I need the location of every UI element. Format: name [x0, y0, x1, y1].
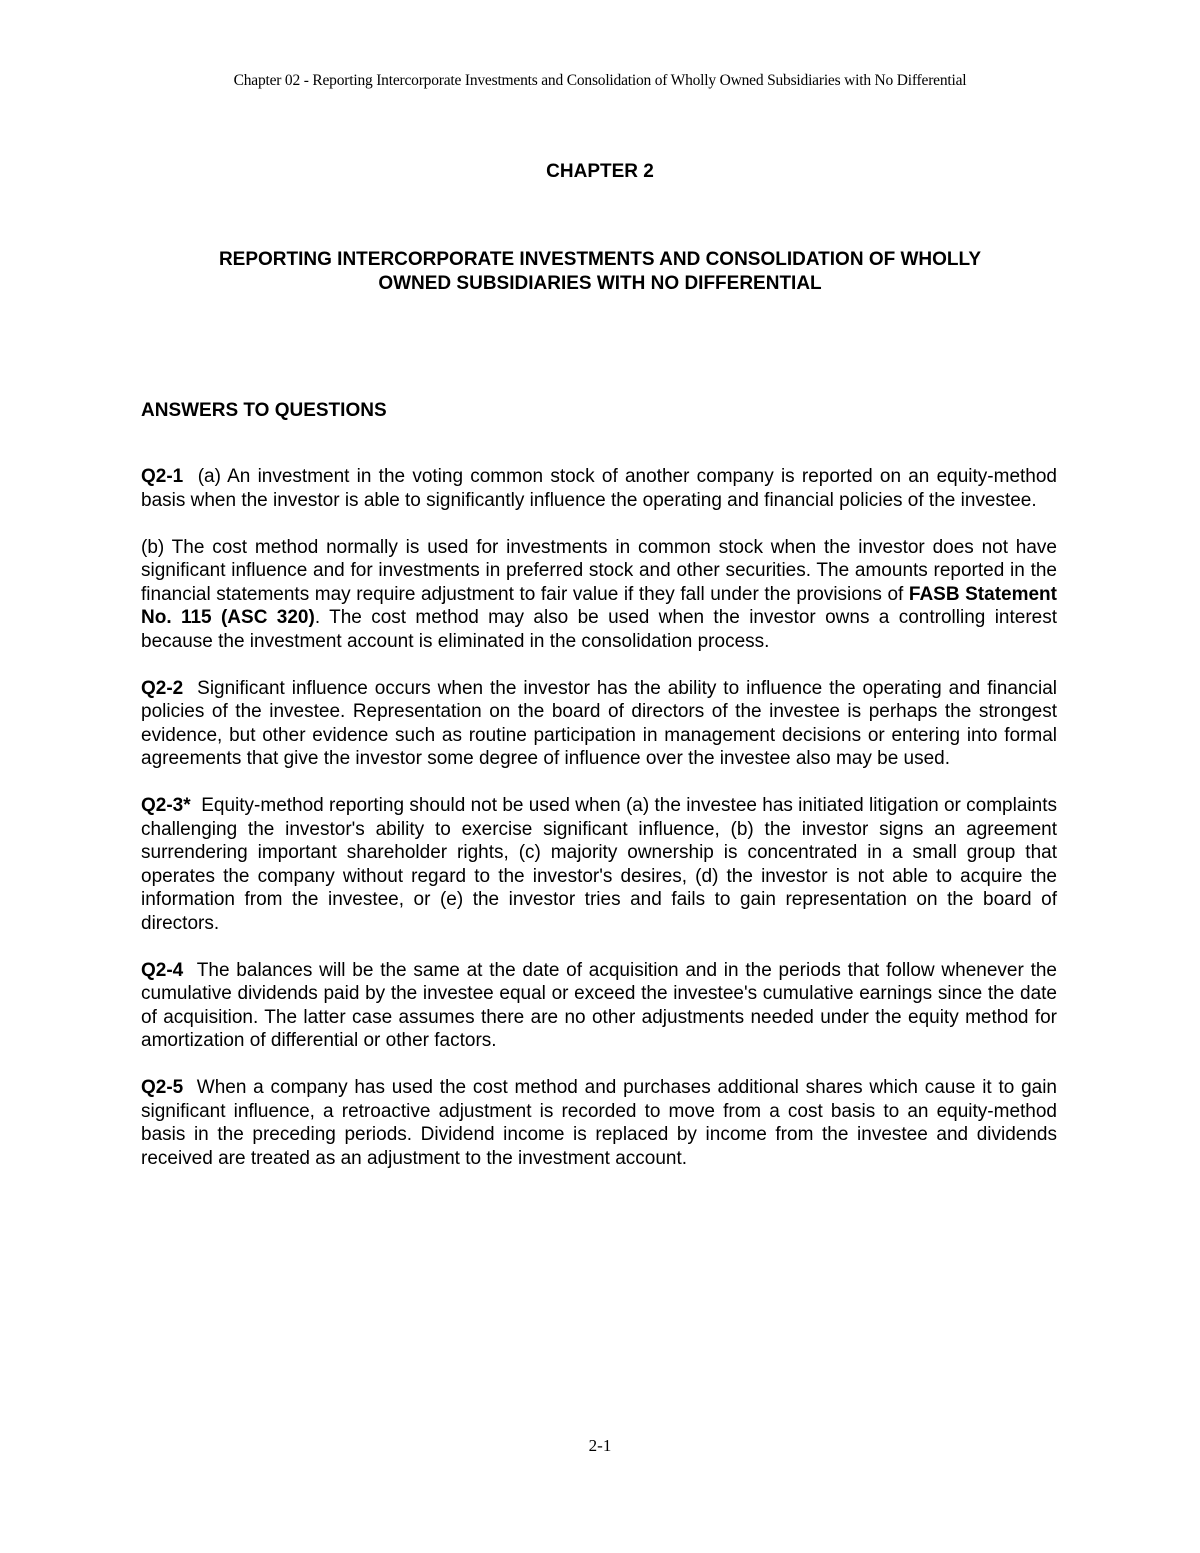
question-label: Q2-3* — [141, 795, 191, 816]
question-label: Q2-4 — [141, 959, 184, 981]
answer-text: (a) An investment in the voting common stock of another company is reported on an equity-method basis when the investor is able to significantly influence the operating and financial policies of the investee. — [141, 466, 1057, 511]
answer-text: Significant influence occurs when the investor has the ability to influence the operating and financial policies of the investee. Representation on the board of directors of the investee is perhaps the strongest evidence, but other evidence such as routine participation in management decisions or entering into formal agreements that give the investor some degree of influence over the investee also may be used. — [141, 677, 1057, 769]
running-header: Chapter 02 - Reporting Intercorporate Investments and Consolidation of Wholly Owned Subsidiaries with No Differential — [233, 72, 967, 89]
chapter-title-line-1: REPORTING INTERCORPORATE INVESTMENTS AND CONSOLIDATION OF WHOLLY — [218, 249, 982, 270]
question-label: Q2-1 — [141, 466, 184, 487]
answer-q2-3 — [141, 794, 1057, 935]
answer-q2-1-part-b — [141, 536, 1057, 654]
answer-text: Equity-method reporting should not be used when (a) the investee has initiated litigation or complaints challenging the investor's ability to exercise significant influence, (b) the investor signs an agreement surrendering important shareholder rights, (c) majority ownership is concentrated in a small group that operates the company without regard to the investor's desires, (d) the investor is not able to acquire the information from the investee, or (e) the investor tries and fails to gain representation on the board of directors. — [141, 795, 1057, 934]
page-number: 2-1 — [588, 1436, 612, 1455]
chapter-title — [150, 248, 1050, 296]
answer-text: . The cost method may also be used when the investor owns a controlling interest because the investment account is eliminated in the consolidation process. — [141, 607, 1057, 652]
answer-text: (b) The cost method normally is used for investments in common stock when the investor does not have significant influence and for investments in preferred stock and other securities. The amounts reported in the financial statements may require adjustment to fair value if they fall under the provisions of — [141, 536, 1057, 605]
answer-q2-2 — [141, 677, 1057, 771]
answers-body — [141, 465, 1057, 1194]
chapter-label: CHAPTER 2 — [546, 161, 654, 182]
question-label: Q2-5 — [141, 1077, 184, 1098]
question-label: Q2-2 — [141, 677, 184, 699]
answer-q2-5 — [141, 1076, 1057, 1170]
section-heading: ANSWERS TO QUESTIONS — [141, 400, 387, 421]
standard-reference: FASB Statement No. 115 (ASC 320) — [141, 583, 1057, 628]
answer-text: The balances will be the same at the date of acquisition and in the periods that follow whenever the cumulative dividends paid by the investee equal or exceed the investee's cumulative earnings since the date of acquisition. The latter case assumes there are no other adjustments needed under the equity method for amortization of differential or other factors. — [141, 959, 1057, 1051]
answer-q2-4 — [141, 959, 1057, 1053]
chapter-title-line-2: OWNED SUBSIDIARIES WITH NO DIFFERENTIAL — [378, 273, 822, 294]
answer-text: When a company has used the cost method and purchases additional shares which cause it to gain significant influence, a retroactive adjustment is recorded to move from a cost basis to an equity-method basis in the preceding periods. Dividend income is replaced by income from the investee and dividends received are treated as an adjustment to the investment account. — [141, 1077, 1057, 1169]
answer-q2-1-part-a — [141, 465, 1057, 512]
